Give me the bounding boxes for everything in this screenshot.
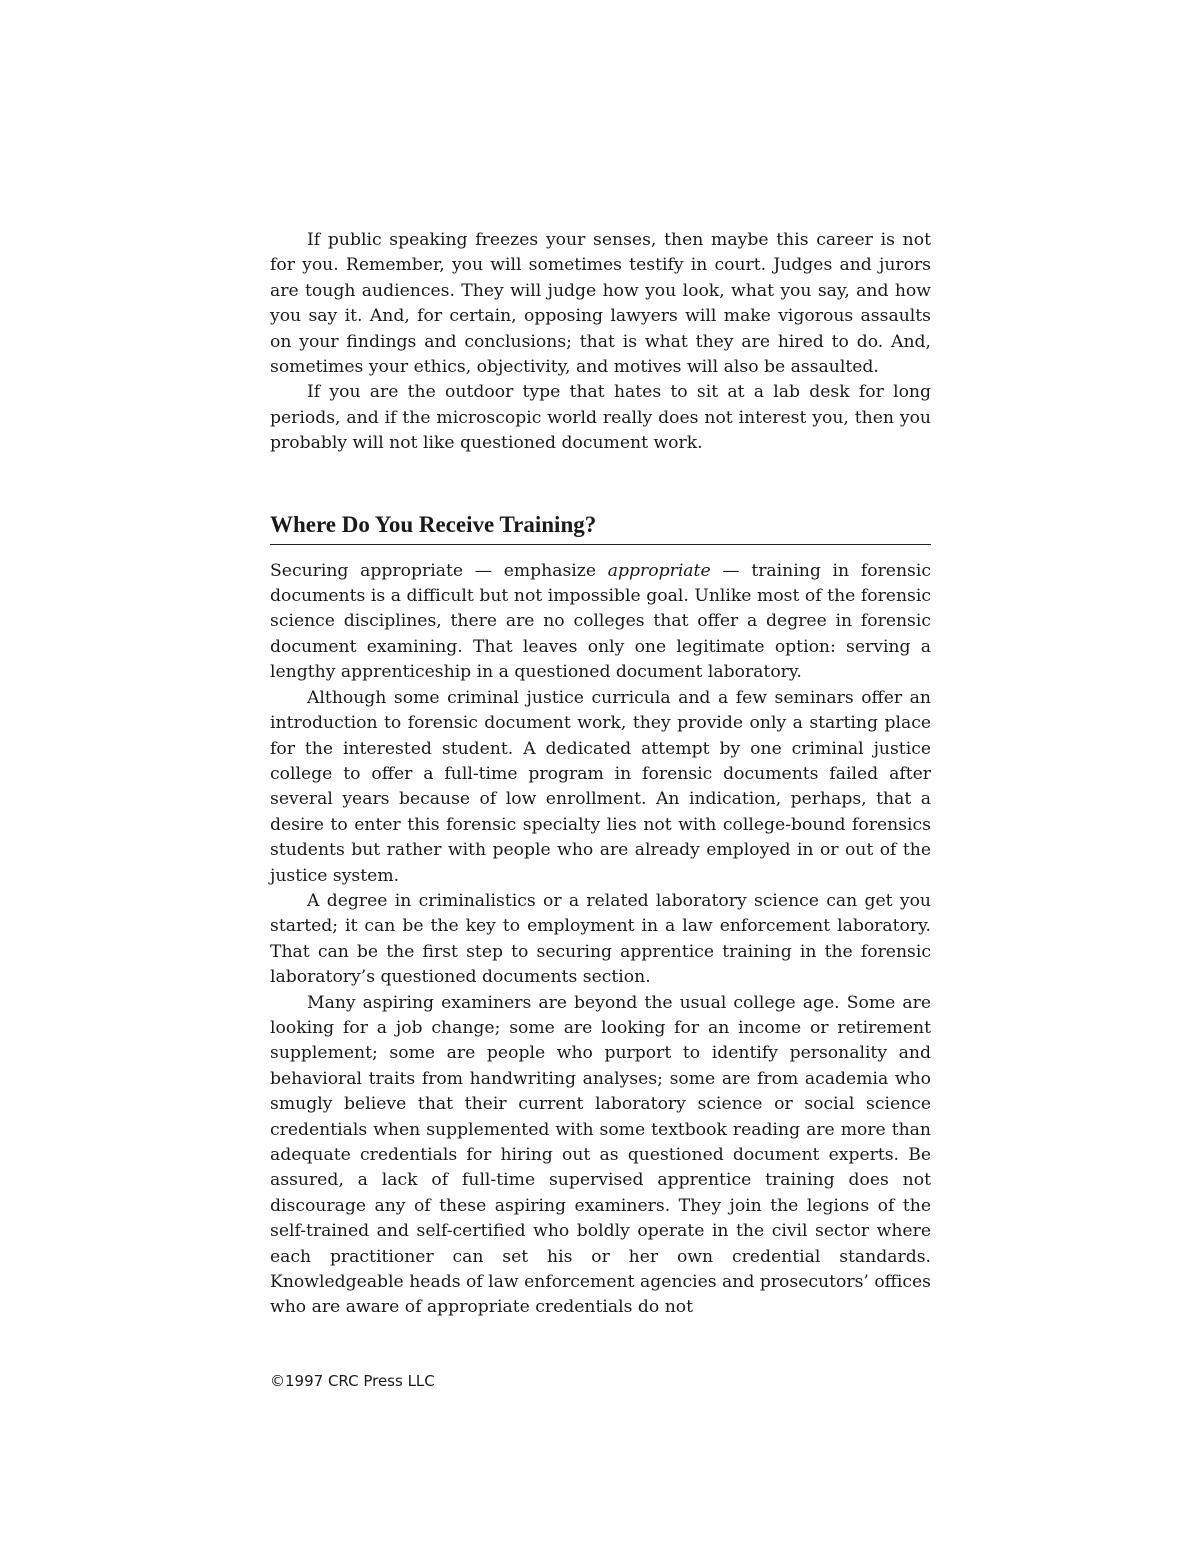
intro-paragraph-2: If you are the outdoor type that hates to sit at a lab desk for long periods, and if the microscopic world really does not interest you, then you probably will not like questioned document work. — [270, 382, 931, 454]
section-paragraph-1-before: Securing appropriate — emphasize — [270, 560, 608, 581]
section-heading: Where Do You Receive Training? — [270, 510, 931, 545]
section-body — [270, 559, 931, 1321]
section-paragraph-3: A degree in criminalistics or a related laboratory science can get you started; it can be the key to employment in a law enforcement laboratory. That can be the first step to securing apprentice training in the forensic laboratory’s questioned documents section. — [270, 890, 931, 988]
emphasis-appropriate: appropriate — [607, 560, 711, 581]
page-content — [270, 228, 931, 1321]
section-paragraph-2: Although some criminal justice curricula and a few seminars offer an introduction to forensic document work, they provide only a starting place for the interested student. A dedicated attempt by one criminal justice college to offer a full-time program in forensic documents failed after several years because of low enrollment. An indication, perhaps, that a desire to enter this forensic specialty lies not with college-bound forensics students but rather with people who are already employed in or out of the justice system. — [270, 687, 931, 886]
section-paragraph-1 — [270, 559, 931, 686]
section-paragraph-4: Many aspiring examiners are beyond the usual college age. Some are looking for a job change; some are looking for an income or retirement supplement; some are people who purport to identify personality and behavioral traits from handwriting analyses; some are from academia who smugly believe that their current laboratory science or social science credentials when supplemented with some textbook reading are more than adequate credentials for hiring out as questioned document experts. Be assured, a lack of full-time supervised apprentice training does not discourage any of these aspiring examiners. They join the legions of the self-trained and self-certified who boldly operate in the civil sector where each practitioner can set his or her own credential standards. Knowledgeable heads of law enforcement agencies and prosecutors’ offices who are aware of appropriate credentials do not — [270, 992, 931, 1318]
copyright-footer: ©1997 CRC Press LLC — [270, 1372, 435, 1390]
intro-paragraph-1: If public speaking freezes your senses, then maybe this career is not for you. Remember, you will sometimes testify in court. Judges and jurors are tough audiences. They will judge how you look, what you say, and how you say it. And, for certain, opposing lawyers will make vigorous assaults on your findings and conclusions; that is what they are hired to do. And, sometimes your ethics, objectivity, and motives will also be assaulted. — [270, 230, 931, 378]
section-paragraph-1-after: — training in forensic documents is a difficult but not impossible goal. Unlike most of the forensic science disciplines, there are no colleges that offer a degree in forensic document examining. That leaves only one legitimate option: serving a lengthy apprenticeship in a questioned document laboratory. — [270, 560, 931, 683]
